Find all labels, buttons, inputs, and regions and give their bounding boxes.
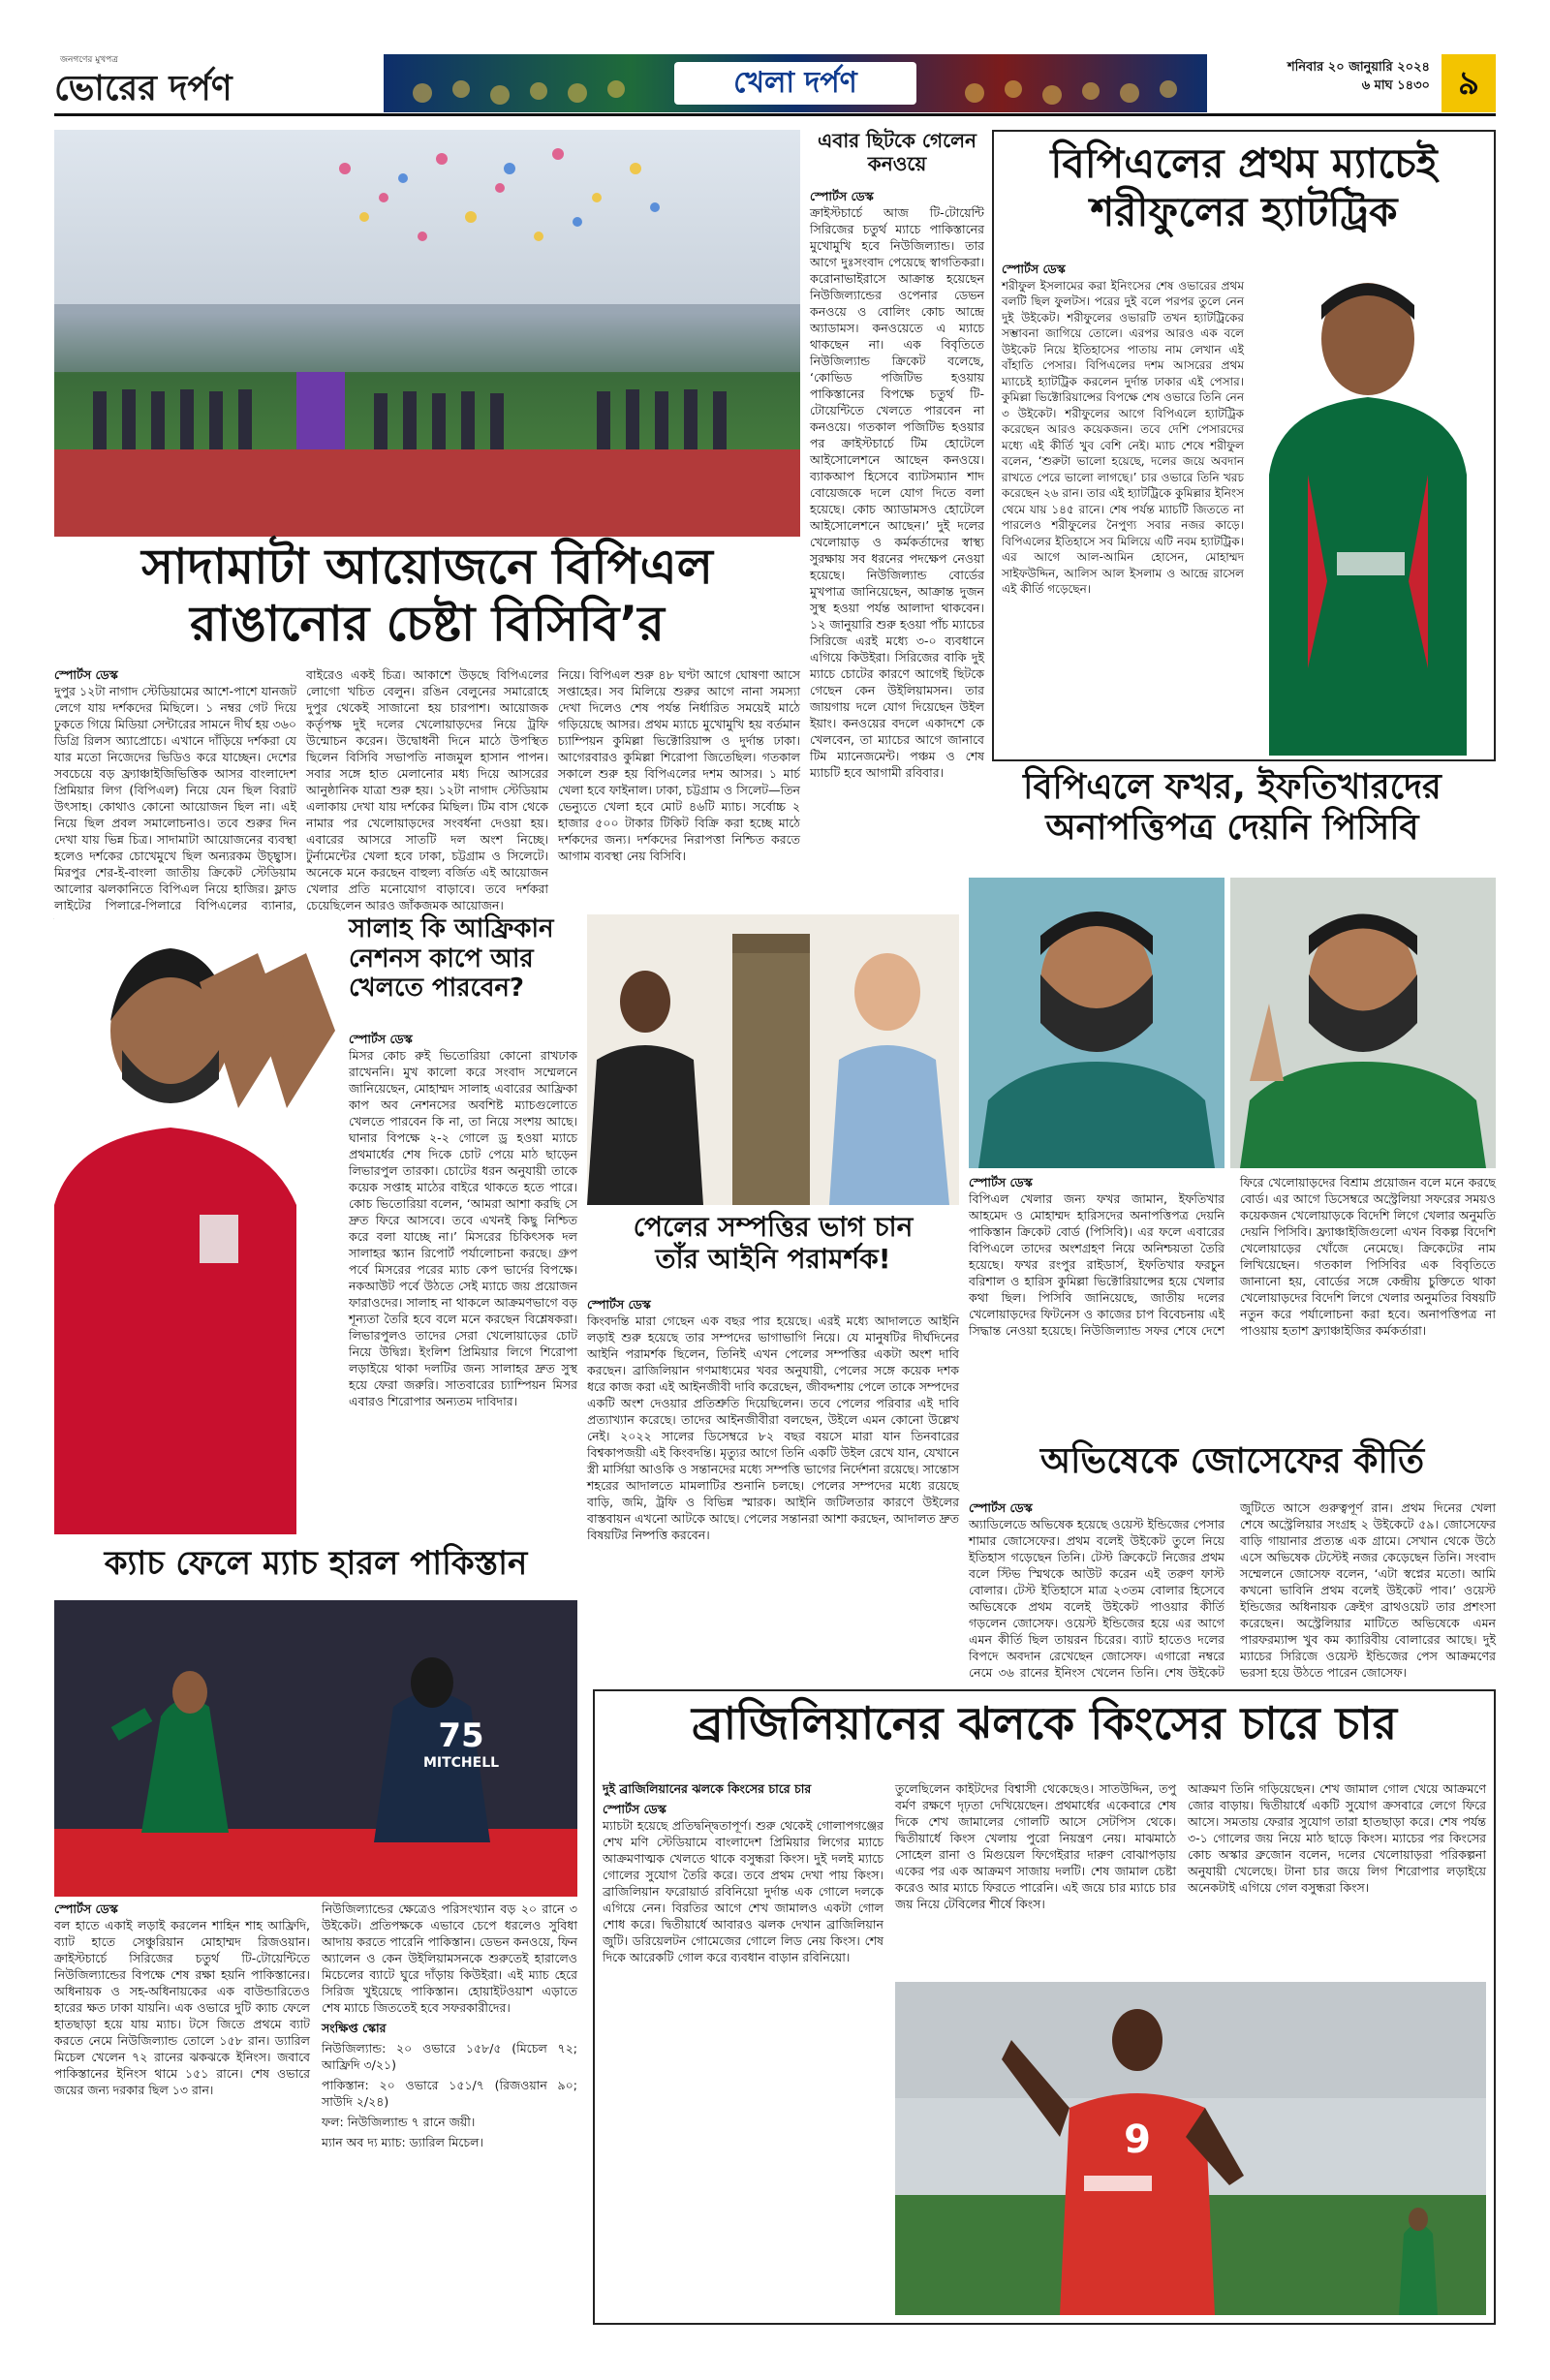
bpl-column-2 bbox=[306, 666, 548, 912]
iftikhar-photo bbox=[1230, 878, 1496, 1168]
kings-headline: ব্রাজিলিয়ানের ঝলকে কিংসের চারে চার bbox=[691, 1697, 1398, 1749]
kings-text-1: ম্যাচটা হয়েছে প্রতিদ্বন্দ্বিতাপূর্ণ। শুরু থেকেই গোলাপগঞ্জের শেখ মণি স্টেডিয়ামে বাংলাদেশ প্রিমিয়ার লিগের ম্যাচে আক্রমণাত্মক খেলতে থাকে বসুন্ধরা কিংস। দুই দলই ম্যাচে গোলের সুযোগ তৈরি করে। তবে প্রথম দেখা পায় কিংস। ব্রাজিলিয়ান ফরোয়ার্ড রবিনিয়ো দুর্দান্ত এক গোলে দলকে এগিয়ে নেন। বিরতির আগে শেখ জামালও একটা গোল শোধ করে। দ্বিতীয়ার্ধে আবারও ঝলক দেখান ব্রাজিলিয়ান জুটি। ডরিয়েলটন গোমেজের গোলে লিড নেয় কিংস। শেষ দিকে আরেকটি গোল করে ব্যবধান বাড়ান রবিনিয়ো। bbox=[603, 1818, 884, 1964]
shoriful-headline bbox=[1002, 139, 1486, 256]
fakhar-article bbox=[969, 1174, 1496, 1436]
kings-jersey-number: 9 bbox=[1124, 2117, 1151, 2162]
bpl-headline-line2: রাঙানোর চেষ্টা বিসিবি’র bbox=[190, 596, 665, 652]
bpl-text-1: দুপুর ১২টা নাগাদ স্টেডিয়ামের আশে-পাশে যানজট লেগে যায় দর্শকদের মিছিলে। ১ নম্বর গেট দিয়ে ঢুকতে গিয়ে মিডিয়া সেন্টারের সামনে দীর্ঘ হয় ৩৬০ ডিগ্রি রিলস অ্যাপ্রোচে। এখানে দাঁড়িয়ে দর্শকরা যে যার মতো নিজেদের ভিডিও করে যাচ্ছেন। দেশের সবচেয়ে বড় ফ্র্যাঞ্চাইজিভিত্তিক আসর বাংলাদেশ প্রিমিয়ার লিগ (বিপিএল) নিয়ে যেন ছিল বিরাট উৎসাহ। কোথাও কোনো আয়োজন ছিল না। এই নিয়ে ছিল প্রবল সমালোচনাও। তবে শুরুর দিন দেখা যায় ভিন্ন চিত্র। সাদামাটা আয়োজনের ব্যবস্থা হলেও দর্শকের চোখেমুখে ছিল অন্যরকম উচ্ছ্বাস। মিরপুর শের-ই-বাংলা জাতীয় ক্রিকেট স্টেডিয়াম আলোর ঝলকানিতে বিপিএল নিয়ে হাজির। ফ্লাড লাইটের পিলারে-পিলারে বিপিএলের ব্যানার, bbox=[54, 684, 296, 912]
pakistan-photo bbox=[54, 1600, 577, 1897]
pele-headline-line2: তাঁর আইনি পরামর্শক! bbox=[655, 1243, 891, 1276]
football-player-photo-icon bbox=[895, 1982, 1486, 2315]
salah-photo bbox=[54, 914, 345, 1534]
pele-photo-icon bbox=[587, 914, 959, 1205]
pakistan-text-2: নিউজিল্যান্ডের ক্ষেত্রেও পরিসংখ্যান বড় ২০ রানে ৩ উইকেট। প্রতিপক্ষকে এভাবে চেপে ধরলেও সুবিধা আদায় করতে পারেনি পাকিস্তান। ডেভন কনওয়ে, ফিন অ্যালেন ও কেন উইলিয়ামসনকে শুরুতেই হারালেও মিচেলের ব্যাটে ঘুরে দাঁড়ায় কিউইরা। এই ম্যাচ হেরে সিরিজ খুইয়েছে পাকিস্তান। হোয়াইটওয়াশ এড়াতে শেষ ম্যাচে জিততেই হবে সফরকারীদের। bbox=[322, 1901, 577, 2015]
bpl-text-2: বাইরেও একই চিত্র। আকাশে উড়ছে বিপিএলের লোগো খচিত বেলুন। রঙিন বেলুনের সমারোহে দুপুর থেকেই সাজানো হয় চারপাশ। আয়োজক কর্তৃপক্ষ দুই দলের খেলোয়াড়দের নিয়ে ট্রফি উন্মোচন করেন। উদ্বোধনী দিনে মাঠে উপস্থিত ছিলেন বিসিবি সভাপতি নাজমুল হাসান পাপন। সবার সঙ্গে হাত মেলানোর মধ্য দিয়ে আসরের আনুষ্ঠানিক যাত্রা শুরু হয়। ১২টা নাগাদ স্টেডিয়াম এলাকায় দেখা যায় দর্শকের মিছিল। টিম বাস থেকে নামার পর খেলোয়াড়দের সংবর্ধনা দেওয়া হয়। এবারের আসরে সাতটি দল অংশ নিচ্ছে। টুর্নামেন্টের খেলা হবে ঢাকা, চট্টগ্রাম ও সিলেটে। অনেকে মনে করছেন বাহুল্য বর্জিত এই আয়োজন খেলার প্রতি মনোযোগ বাড়াবে। তবে দর্শকরা চেয়েছিলেন আরও জাঁকজমক আয়োজন। bbox=[306, 667, 548, 912]
shoriful-portrait-icon bbox=[1250, 262, 1486, 756]
fakhar-photo bbox=[969, 878, 1224, 1168]
kings-column-2 bbox=[895, 1780, 1176, 1974]
shoriful-byline: স্পোর্টস ডেস্ক bbox=[1002, 262, 1066, 276]
player-of-match: ম্যান অব দ্য ম্যাচ: ড্যারিল মিচেল। bbox=[322, 2135, 483, 2149]
jersey-name: MITCHELL bbox=[422, 1755, 500, 1771]
kings-column-3 bbox=[1188, 1780, 1486, 1974]
date-bengali: ৬ মাঘ ১৪৩০ bbox=[1361, 78, 1430, 93]
pakistan-text-1: বল হাতে একাই লড়াই করলেন শাহিন শাহ আফ্রিদি, ব্যাট হাতে সেঞ্চুরিয়ান মোহাম্মদ রিজওয়ান। ক্রাইস্টচার্চে সিরিজের চতুর্থ টি-টোয়েন্টিতে নিউজিল্যান্ডের বিপক্ষে শেষ রক্ষা হয়নি পাকিস্তানের। অধিনায়ক ও সহ-অধিনায়কের এক বাউন্ডারিতেও হারের ক্ষত ঢাকা যায়নি। এক ওভারে দুটি ক্যাচ ফেলে হাতছাড়া হয়ে যায় ম্যাচ। টসে জিতে প্রথমে ব্যাট করতে নেমে নিউজিল্যান্ড তোলে ১৫৮ রান। ড্যারিল মিচেল খেলেন ৭২ রানের ঝকঝকে ইনিংস। জবাবে পাকিস্তানের ইনিংস থামে ১৫১ রানে। শেষ ওভারে জয়ের জন্য দরকার ছিল ১৩ রান। bbox=[54, 1918, 310, 2097]
ceremony-photo-icon bbox=[54, 130, 800, 537]
bpl-text-3: নিয়ে। বিপিএল শুরু ৪৮ ঘণ্টা আগে ঘোষণা আসে সপ্তাহের। সব মিলিয়ে শুরুর আগে নানা সমস্যা দেখা দিলেও শেষ পর্যন্ত নির্ধারিত সময়েই মাঠে গড়িয়েছে আসর। প্রথম ম্যাচে মুখোমুখি হয় বর্তমান চ্যাম্পিয়ন কুমিল্লা ভিক্টোরিয়ান্স ও দুর্দান্ত ঢাকা। আগেরবারও কুমিল্লা শিরোপা জিতেছিল। গতকাল সকালে শুরু হয় বিপিএলের দশম আসর। ১ মার্চ খেলা হবে ফাইনাল। ঢাকা, চট্টগ্রাম ও সিলেট—তিন ভেন্যুতে খেলা হবে মোট ৪৬টি ম্যাচ। সর্বোচ্চ ২ হাজার ৫০০ টাকার টিকিট বিক্রি করা হচ্ছে মাঠে দর্শকদের জন্য। দর্শকদের নিরাপত্তা নিশ্চিত করতে আগাম ব্যবস্থা নেয় বিসিবি। bbox=[558, 667, 800, 863]
section-banner bbox=[384, 54, 1207, 112]
fakhar-portrait-icon bbox=[969, 878, 1224, 1168]
pele-byline: স্পোর্টস ডেস্ক bbox=[587, 1297, 651, 1312]
match-result: ফল: নিউজিল্যান্ড ৭ রানে জয়ী। bbox=[322, 2115, 476, 2129]
pele-headline-line1: পেলের সম্পত্তির ভাগ চান bbox=[633, 1211, 914, 1243]
jersey-number: 75 bbox=[438, 1716, 484, 1755]
logo-text: ভোরের দর্পণ bbox=[54, 68, 232, 108]
salah-byline: স্পোর্টস ডেস্ক bbox=[349, 1032, 413, 1046]
score-line-1: নিউজিল্যান্ড: ২০ ওভারে ১৫৮/৫ (মিচেল ৭২; আফ্রিদি ৩/২১) bbox=[322, 2041, 577, 2072]
scorecard-label: সংক্ষিপ্ত স্কোর bbox=[322, 2021, 387, 2035]
bpl-byline: স্পোর্টস ডেস্ক bbox=[54, 667, 118, 682]
joseph-text: অ্যাডিলেডে অভিষেক হয়েছে ওয়েস্ট ইন্ডিজের পেসার শামার জোসেফের। প্রথম বলেই উইকেট তুলে নিয়ে ইতিহাস গড়েছেন তিনি। টেস্ট ক্রিকেটে নিজের প্রথম বলে স্টিভ স্মিথকে আউট করেন এই তরুণ ফাস্ট বোলার। টেস্ট ইতিহাসে মাত্র ২৩তম বোলার হিসেবে অভিষেকে প্রথম বলেই উইকেট পাওয়ার কীর্তি গড়লেন জোসেফ। ওয়েস্ট ইন্ডিজের হয়ে এর আগে এমন কীর্তি ছিল তায়রন চিরের। ব্যাট হাতেও দলের বিপদে অবদান রেখেছেন জোসেফ। এগারো নম্বরে নেমে ৩৬ রানের ইনিংস খেলেন তিনি। শেষ উইকেট জুটিতে আসে গুরুত্বপূর্ণ রান। প্রথম দিনের খেলা শেষে অস্ট্রেলিয়ার সংগ্রহ ২ উইকেটে ৫৯। জোসেফের বাড়ি গায়ানার প্রত্যন্ত এক গ্রামে। সেখান থেকে উঠে এসে অভিষেক টেস্টেই নজর কেড়েছেন তিনি। সংবাদ সম্মেলনে জোসেফ বলেন, ‘এটা স্বপ্নের মতো। আমি কখনো ভাবিনি প্রথম বলেই উইকেট পাব।’ ওয়েস্ট ইন্ডিজের অধিনায়ক ক্রেইগ ব্রাথওয়েট তার প্রশংসা করেছেন। অস্ট্রেলিয়ার মাটিতে অভিষেকে এমন পারফরম্যান্স খুব কম ক্যারিবীয় বোলারের আছে। দুই ম্যাচের সিরিজে ওয়েস্ট ইন্ডিজের পেস আক্রমণের ভরসা হয়ে উঠতে পারেন জোসেফ। bbox=[969, 1500, 1496, 1680]
shoriful-headline-line1: বিপিএলের প্রথম ম্যাচেই bbox=[1050, 139, 1438, 187]
bpl-column-3 bbox=[558, 666, 800, 909]
conway-headline: এবার ছিটকে গেলেন কনওয়ে bbox=[818, 129, 976, 175]
fakhar-text: বিপিএল খেলার জন্য ফখর জামান, ইফতিখার আহমেদ ও মোহাম্মদ হারিসদের অনাপত্তিপত্র দেয়নি পাকিস্তান ক্রিকেট বোর্ড (পিসিবি)। এর ফলে এবারের বিপিএলে তাদের অংশগ্রহণ নিয়ে অনিশ্চয়তা তৈরি হয়েছে। ফখর রংপুর রাইডার্স, ইফতিখার ফরচুন বরিশাল ও হারিস কুমিল্লা ভিক্টোরিয়ান্সের হয়ে খেলার কথা ছিল। পিসিবি জানিয়েছে, জাতীয় দলের খেলোয়াড়দের ফিটনেস ও কাজের চাপ বিবেচনায় এই সিদ্ধান্ত নেওয়া হয়েছে। নিউজিল্যান্ড সফর শেষে দেশে ফিরে খেলোয়াড়দের বিশ্রাম প্রয়োজন বলে মনে করছে বোর্ড। এর আগে ডিসেম্বরে অস্ট্রেলিয়া সফরের সময়ও কয়েকজন খেলোয়াড়কে বিদেশি লিগে খেলার অনুমতি দেয়নি পিসিবি। ফ্র্যাঞ্চাইজিগুলো এখন বিকল্প বিদেশি খেলোয়াড়ের খোঁজে নেমেছে। ক্রিকেটের নাম লিখিয়েছেন। গতকাল পিসিবির এক বিবৃতিতে জানানো হয়, বোর্ডের সঙ্গে কেন্দ্রীয় চুক্তিতে থাকা খেলোয়াড়দের বিদেশি লিগে খেলার অনুমতির বিষয়টি নতুন করে পর্যালোচনা করা হবে। অনাপত্তিপত্র না পাওয়ায় হতাশ ফ্র্যাঞ্চাইজির কর্মকর্তারা। bbox=[969, 1175, 1496, 1338]
pele-article bbox=[587, 1296, 959, 1542]
joseph-headline: অভিষেকে জোসেফের কীর্তি bbox=[1039, 1441, 1425, 1481]
fakhar-headline-line2: অনাপত্তিপত্র দেয়নি পিসিবি bbox=[1045, 808, 1419, 849]
kings-byline: স্পোর্টস ডেস্ক bbox=[603, 1802, 666, 1816]
fakhar-headline-line1: বিপিএলে ফখর, ইফতিখারদের bbox=[1023, 767, 1442, 807]
bpl-headline bbox=[54, 539, 800, 665]
pele-headline bbox=[587, 1211, 959, 1292]
masthead bbox=[54, 54, 1496, 116]
salah-article bbox=[349, 1031, 577, 1534]
section-title: খেলা দর্পণ bbox=[674, 62, 916, 105]
ceremony-photo bbox=[54, 130, 800, 537]
shoriful-text: শরীফুল ইসলামের করা ইনিংসের শেষ ওভারের প্রথম বলটি ছিল ফুলটস। পরের দুই বলে পরপর তুলে নেন দুই উইকেট। শরীফুলের ওভারটি তখন হ্যাটট্রিকের সম্ভাবনা জাগিয়ে তোলে। এরপর আরও এক বলে উইকেট নিয়ে ইতিহাসের পাতায় নাম লেখান এই বাঁহাতি পেসার। বিপিএলের দশম আসরের প্রথম ম্যাচেই হ্যাটট্রিক করলেন দুর্দান্ত ঢাকার এই পেসার। কুমিল্লা ভিক্টোরিয়ান্সের বিপক্ষে শেষ ওভারে তিনি নেন ৩ উইকেট। শরীফুলের আগে বিপিএলে হ্যাটট্রিক করেছেন আরও কয়েকজন। তবে দেশি পেসারদের মধ্যে এই কীর্তি খুব বেশি নেই। ম্যাচ শেষে শরীফুল বলেন, ‘শুরুটা ভালো হয়েছে, দলের জয়ে অবদান রাখতে পেরে ভালো লাগছে।’ চার ওভারে তিনি খরচ করেছেন ২৬ রান। তার এই হ্যাটট্রিকে কুমিল্লার ইনিংস থেমে যায় ১৪৫ রানে। শেষ পর্যন্ত ম্যাচটি জিততে না পারলেও শরীফুলের নৈপুণ্য সবার নজর কাড়ে। বিপিএলের ইতিহাসে সব মিলিয়ে এটি নবম হ্যাটট্রিক। এর আগে আল-আমিন হোসেন, মোহাম্মদ সাইফউদ্দিন, আলিস আল ইসলাম ও আন্দ্রে রাসেল এই কীর্তি গড়েছেন। bbox=[1002, 278, 1244, 596]
logo-tagline: জনগণের মুখপত্র bbox=[60, 55, 118, 65]
shoriful-article bbox=[1002, 262, 1244, 756]
pakistan-column-1 bbox=[54, 1901, 310, 2307]
joseph-byline: স্পোর্টস ডেস্ক bbox=[969, 1500, 1033, 1515]
bpl-column-1 bbox=[54, 666, 296, 912]
kings-column-1 bbox=[603, 1780, 884, 2313]
date-gregorian: শনিবার ২০ জানুয়ারি ২০২৪ bbox=[1286, 60, 1430, 75]
kings-photo bbox=[895, 1982, 1486, 2315]
kings-subline: দুই ব্রাজিলিয়ানের ঝলকে কিংসের চারে চার bbox=[603, 1781, 812, 1796]
salah-headline: সালাহ কি আফ্রিকান নেশনস কাপে আর খেলতে পারবেন? bbox=[349, 914, 554, 1004]
conway-byline: স্পোর্টস ডেস্ক bbox=[810, 189, 874, 203]
shoriful-photo bbox=[1250, 262, 1486, 756]
salah-photo-icon bbox=[54, 914, 345, 1534]
kings-text-2: তুলেছিলেন কাইটদের বিশ্বাসী থেকেছেও। সাতউদ্দিন, তপু বর্মণ রক্ষণে দৃঢ়তা দেখিয়েছেন। প্রথমার্ধের একেবারে শেষ দিকে শেখ জামালের গোলটি আসে সেটপিস থেকে। দ্বিতীয়ার্ধে কিংস খেলায় পুরো নিয়ন্ত্রণ নেয়। মাঝমাঠে সোহেল রানা ও মিগুয়েল ফিগেইরার দারুণ বোঝাপড়ায় একের পর এক আক্রমণ সাজায় দলটি। শেষ জামাল চেষ্টা করেও আর ম্যাচে ফিরতে পারেনি। এই জয়ে চার ম্যাচে চার জয় নিয়ে টেবিলের শীর্ষে কিংস। bbox=[895, 1781, 1176, 1911]
pakistan-byline: স্পোর্টস ডেস্ক bbox=[54, 1901, 118, 1916]
pele-text: কিংবদন্তি মারা গেছেন এক বছর পার হয়েছে। এরই মধ্যে আদালতে আইনি লড়াই শুরু হয়েছে তার সম্পদের ভাগাভাগি নিয়ে। যে মানুষটির দীর্ঘদিনের আইনি পরামর্শক ছিলেন, তিনিই এখন পেলের সম্পত্তির একটা অংশ দাবি করছেন। ব্রাজিলিয়ান গণমাধ্যমের খবর অনুযায়ী, পেলের সঙ্গে কয়েক দশক ধরে কাজ করা এই আইনজীবী দাবি করেছেন, জীবদ্দশায় পেলে তাকে সম্পদের একটি অংশ দেওয়ার প্রতিশ্রুতি দিয়েছিলেন। তবে পেলের পরিবার এই দাবি প্রত্যাখ্যান করেছে। তাদের আইনজীবীরা বলছেন, উইলে এমন কোনো উল্লেখ নেই। ২০২২ সালের ডিসেম্বরে ৮২ বছর বয়সে মারা যান তিনবারের বিশ্বকাপজয়ী এই কিংবদন্তি। মৃত্যুর আগে তিনি একটি উইল রেখে যান, যেখানে স্ত্রী মার্সিয়া আওকি ও সন্তানদের মধ্যে সম্পত্তি ভাগের নির্দেশনা রয়েছে। সান্তোস শহরের আদালতে মামলাটির শুনানি চলছে। পেলের সম্পদের মধ্যে রয়েছে বাড়ি, জমি, ট্রফি ও বিভিন্ন স্মারক। আইনি জটিলতার কারণে উইলের বাস্তবায়ন এখনো আটকে আছে। পেলের সন্তানরা আশা করছেন, আদালত দ্রুত বিষয়টির নিষ্পত্তি করবেন। bbox=[587, 1314, 959, 1542]
kings-text-3: আক্রমণ তিনি গড়িয়েছেন। শেখ জামাল গোল খেয়ে আক্রমণে জোর বাড়ায়। দ্বিতীয়ার্ধে একটি সুযোগ ক্রসবারে লেগে ফিরে আসে। সমতায় ফেরার সুযোগ তারা হাতছাড়া করে। শেষ পর্যন্ত ৩-১ গোলের জয় নিয়ে মাঠ ছাড়ে কিংস। ম্যাচের পর কিংসের কোচ অস্কার ব্রুজোন বলেন, দলের খেলোয়াড়রা পরিকল্পনা অনুযায়ী খেলেছে। টানা চার জয়ে লিগ শিরোপার লড়াইয়ে অনেকটাই এগিয়ে গেল বসুন্ধরা কিংস। bbox=[1188, 1781, 1486, 1895]
pele-photo bbox=[587, 914, 959, 1205]
salah-text: মিসর কোচ রুই ভিতোরিয়া কোনো রাখঢাক রাখেননি। মুখ কালো করে সংবাদ সম্মেলনে জানিয়েছেন, মোহাম্মদ সালাহ এবারের আফ্রিকা কাপ অব নেশনসের অবশিষ্ট ম্যাচগুলোতে খেলতে পারবেন কি না, তা নিয়ে সংশয় আছে। ঘানার বিপক্ষে ২-২ গোলে ড্র হওয়া ম্যাচে প্রথমার্ধের শেষ দিকে চোট পেয়ে মাঠ ছাড়েন লিভারপুল তারকা। চোটের ধরন অনুযায়ী তাকে কয়েক সপ্তাহ মাঠের বাইরে থাকতে হতে পারে। কোচ ভিতোরিয়া বলেন, ‘আমরা আশা করছি সে দ্রুত ফিরে আসবে। তবে এখনই কিছু নিশ্চিত করে বলা যাচ্ছে না।’ মিসরের চিকিৎসক দল সালাহর স্ক্যান রিপোর্ট পর্যালোচনা করছে। গ্রুপ পর্বে মিসরের পরের ম্যাচ কেপ ভার্দের বিপক্ষে। নকআউট পর্বে উঠতে সেই ম্যাচে জয় প্রয়োজন ফারাওদের। সালাহ না থাকলে আক্রমণভাগে বড় শূন্যতা তৈরি হবে বলে মনে করছেন বিশ্লেষকরা। লিভারপুলও তাদের সেরা খেলোয়াড়ের চোট নিয়ে উদ্বিগ্ন। ইংলিশ প্রিমিয়ার লিগে শিরোপা লড়াইয়ে থাকা দলটির জন্য সালাহর দ্রুত সুস্থ হয়ে ফেরা জরুরি। সাতবারের চ্যাম্পিয়ন মিসর এবারও শিরোপার অন্যতম দাবিদার। bbox=[349, 1048, 577, 1408]
iftikhar-portrait-icon bbox=[1230, 878, 1496, 1168]
fakhar-headline bbox=[969, 767, 1496, 874]
joseph-article bbox=[969, 1499, 1496, 1684]
issue-date bbox=[1285, 58, 1430, 95]
score-line-2: পাকিস্তান: ২০ ওভারে ১৫১/৭ (রিজওয়ান ৯০; সাউদি ২/২৪) bbox=[322, 2078, 577, 2109]
pakistan-column-2 bbox=[322, 1901, 577, 2307]
conway-article bbox=[810, 188, 984, 905]
fakhar-byline: স্পোর্টস ডেস্ক bbox=[969, 1175, 1033, 1190]
pakistan-headline: ক্যাচ ফেলে ম্যাচ হারল পাকিস্তান bbox=[104, 1544, 528, 1583]
newspaper-logo[interactable] bbox=[54, 55, 374, 110]
bpl-headline-line1: সাদামাটা আয়োজনে বিপিএল bbox=[141, 539, 713, 595]
shoriful-headline-line2: শরীফুলের হ্যাটট্রিক bbox=[1090, 187, 1398, 235]
conway-text: ক্রাইস্টচার্চে আজ টি-টোয়েন্টি সিরিজের চতুর্থ ম্যাচে পাকিস্তানের মুখোমুখি হবে নিউজিল্যান্ড। তার আগে দুঃসংবাদ পেয়েছে স্বাগতিকরা। করোনাভাইরাসে আক্রান্ত হয়েছেন নিউজিল্যান্ডের ওপেনার ডেভন কনওয়ে ও বোলিং কোচ আন্দ্রে অ্যাডামস। কনওয়েতে এ ম্যাচে থাকছেন না। এক বিবৃতিতে নিউজিল্যান্ড ক্রিকেট বলেছে, ‘কোভিড পজিটিভ হওয়ায় পাকিস্তানের বিপক্ষে চতুর্থ টি-টোয়েন্টিতে খেলতে পারবেন না কনওয়ে। গতকাল পজিটিভ হওয়ার পর ক্রাইস্টচার্চে টিম হোটেলে আইসোলেশনে আছেন কনওয়ে। ব্যাকআপ হিসেবে ব্যাটসম্যান শাদ বোয়েজকে দলে যোগ দিতে বলা হয়েছে। কোচ অ্যাডামসও হোটেলে আইসোলেশনে আছেন।’ দুই দলের খেলোয়াড় ও কর্মকর্তাদের স্বাস্থ্য সুরক্ষায় সব ধরনের পদক্ষেপ নেওয়া হয়েছে। নিউজিল্যান্ড বোর্ডের মুখপাত্র জানিয়েছেন, আক্রান্ত দুজন সুস্থ হওয়া পর্যন্ত আলাদা থাকবেন। ১২ জানুয়ারি শুরু হওয়া পাঁচ ম্যাচের সিরিজে এরই মধ্যে ৩-০ ব্যবধানে এগিয়ে কিউইরা। সিরিজের বাকি দুই ম্যাচে চোটের কারণে আগেই ছিটকে গেছেন কেন উইলিয়ামসন। তার জায়গায় দলে যোগ দিয়েছেন উইল ইয়াং। কনওয়ের বদলে একাদশে কে খেলবেন, তা ম্যাচের আগে জানাবে টিম ম্যানেজমেন্ট। পঞ্চম ও শেষ ম্যাচটি হবে আগামী রবিবার। bbox=[810, 205, 984, 780]
page-number: ৯ bbox=[1442, 54, 1496, 112]
